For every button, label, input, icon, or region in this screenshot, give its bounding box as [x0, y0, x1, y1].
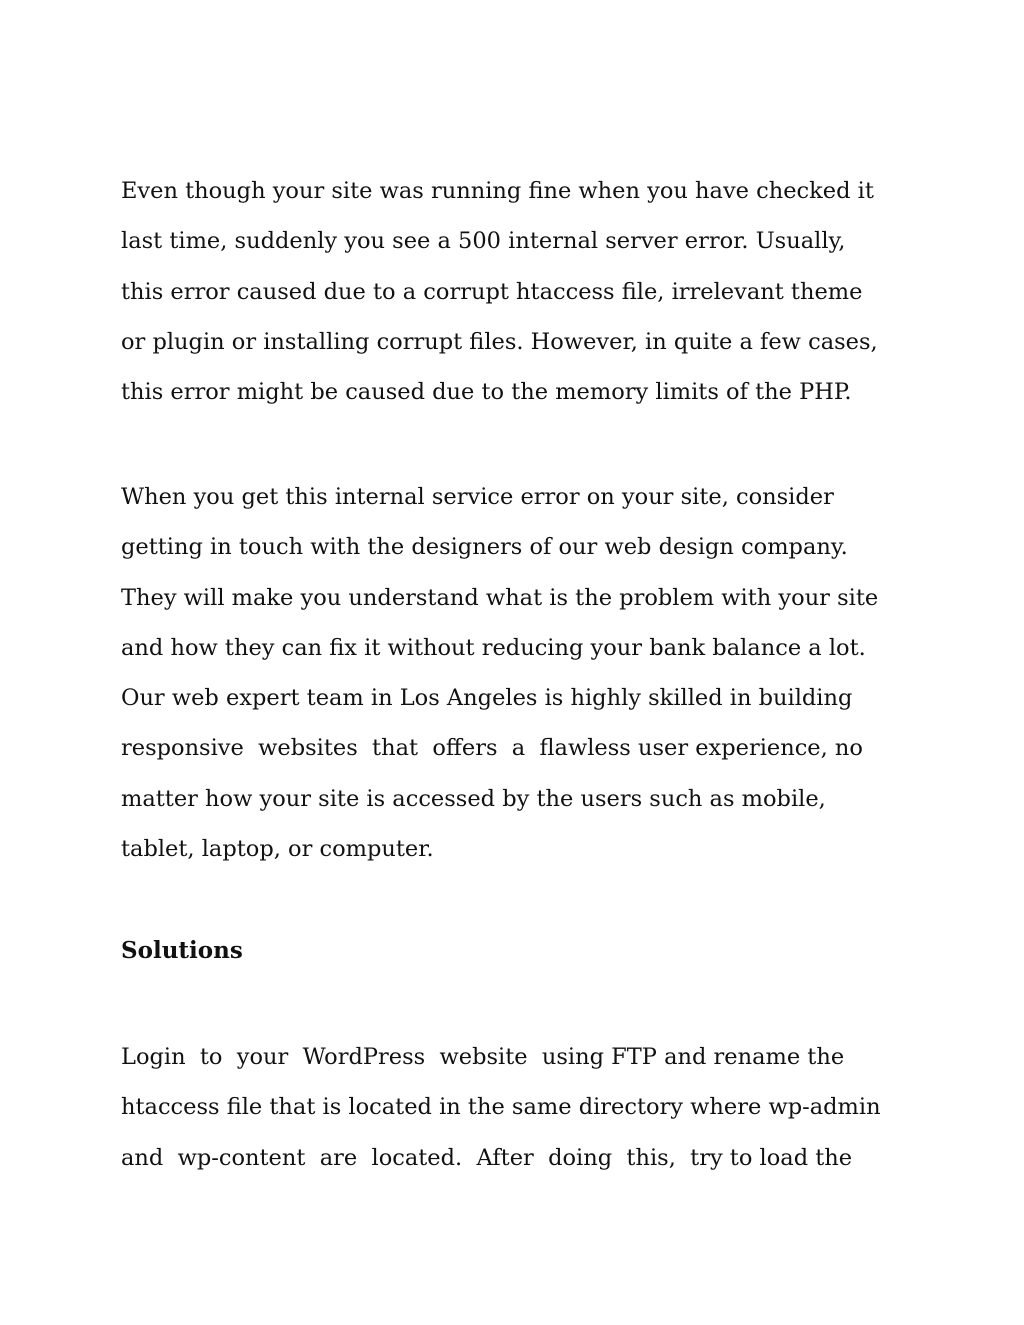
paragraph-line: Even though your site was running fine when you have checked it: [121, 178, 874, 204]
paragraph-line: matter how your site is accessed by the users such as mobile,: [121, 785, 826, 812]
paragraph-line: responsive websites that offers a flawless user experience, no: [121, 735, 863, 762]
paragraph-line: last time, suddenly you see a 500 internal server error. Usually,: [121, 228, 846, 255]
solutions-paragraph: [121, 1032, 921, 1183]
solutions-heading: Solutions: [121, 937, 243, 964]
paragraph-line: Login to your WordPress website using FTP and rename the: [121, 1044, 845, 1070]
paragraph-line: When you get this internal service error on your site, consider: [121, 484, 834, 510]
paragraph-line: htaccess file that is located in the same directory where wp-admin: [121, 1094, 881, 1121]
paragraph-line: and how they can fix it without reducing your bank balance a lot.: [121, 634, 866, 661]
contact-paragraph: [121, 472, 921, 874]
paragraph-line: this error might be caused due to the memory limits of the PHP.: [121, 379, 852, 406]
paragraph-line: getting in touch with the designers of our web design company.: [121, 534, 848, 561]
intro-paragraph: [121, 166, 921, 417]
paragraph-line: and wp-content are located. After doing this, try to load the: [121, 1144, 853, 1171]
paragraph-line: Our web expert team in Los Angeles is highly skilled in building: [121, 685, 853, 712]
paragraph-line: tablet, laptop, or computer.: [121, 836, 434, 863]
paragraph-line: or plugin or installing corrupt files. However, in quite a few cases,: [121, 328, 878, 355]
paragraph-line: this error caused due to a corrupt htaccess file, irrelevant theme: [121, 278, 863, 305]
paragraph-line: They will make you understand what is the problem with your site: [121, 584, 879, 611]
